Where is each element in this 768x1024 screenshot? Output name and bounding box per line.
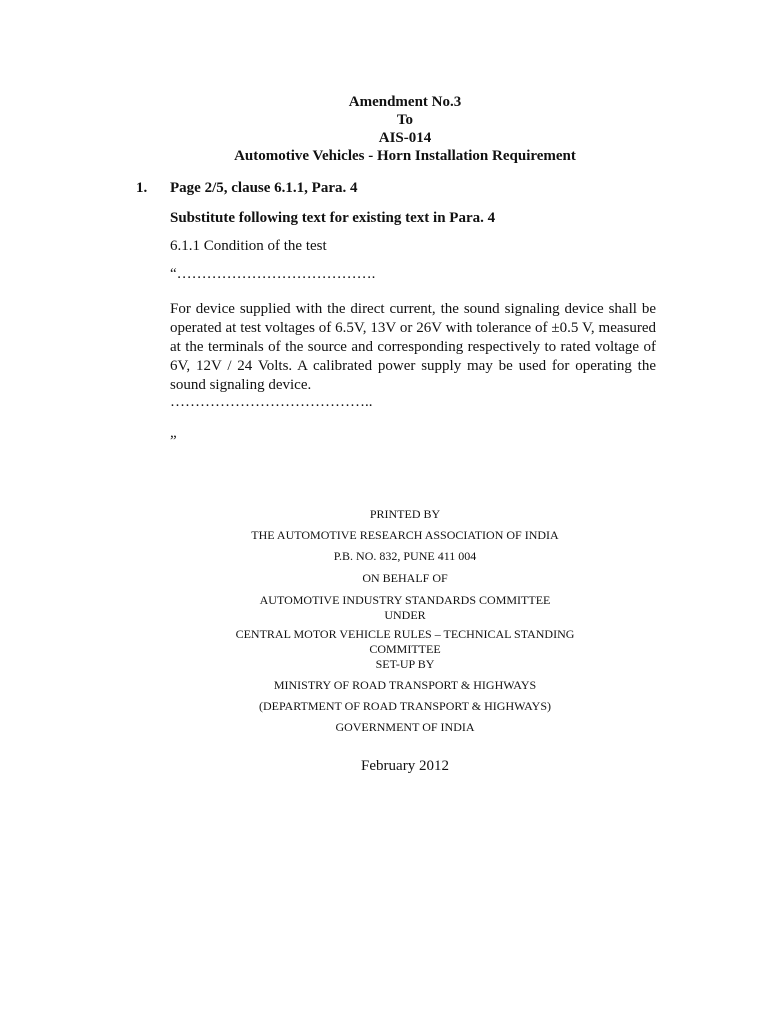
publication-date: February 2012 xyxy=(361,758,449,774)
clause-title: 6.1.1 Condition of the test xyxy=(170,238,327,254)
setup-by: SET-UP BY xyxy=(375,657,435,671)
amendment-title: Amendment No.3 xyxy=(348,94,462,110)
standard-number: AIS-014 xyxy=(378,130,432,146)
amended-text-paragraph: For device supplied with the direct current, the sound signaling device shall be operated at test voltages of 6.5V, 13V or 26V with tolerance of ±0.5 V, measured at the terminals of the source and corresponding respectively to rated voltage of 6V, 12V / 24 Volts. A calibrated power supply may be used for operating the sound signaling device. xyxy=(170,301,656,393)
ellipsis-line: ………………………………….. xyxy=(170,394,373,410)
government-name: GOVERNMENT OF INDIA xyxy=(335,720,475,734)
department-name: (DEPARTMENT OF ROAD TRANSPORT & HIGHWAYS) xyxy=(258,699,552,713)
open-quote-line: “…………………………………. xyxy=(170,266,376,282)
item-number: 1. xyxy=(136,180,148,196)
standards-committee: AUTOMOTIVE INDUSTRY STANDARDS COMMITTEE xyxy=(259,593,551,607)
item-heading: Page 2/5, clause 6.1.1, Para. 4 xyxy=(170,180,358,196)
document-header xyxy=(0,93,768,165)
printed-by: PRINTED BY xyxy=(369,507,441,521)
under-label: UNDER xyxy=(384,608,426,622)
standard-subject: Automotive Vehicles - Horn Installation Requirement xyxy=(234,148,576,164)
amendment-to: To xyxy=(396,112,414,128)
publisher-organization: THE AUTOMOTIVE RESEARCH ASSOCIATION OF INDIA xyxy=(251,528,559,542)
cmvr-committee-line2: COMMITTEE xyxy=(369,642,441,656)
cmvr-committee-line1: CENTRAL MOTOR VEHICLE RULES – TECHNICAL STANDING xyxy=(235,627,575,641)
ministry-name: MINISTRY OF ROAD TRANSPORT & HIGHWAYS xyxy=(273,678,537,692)
close-quote: „ xyxy=(170,425,177,441)
publisher-address: P.B. NO. 832, PUNE 411 004 xyxy=(333,549,477,563)
on-behalf-of: ON BEHALF OF xyxy=(362,571,448,585)
substitution-instruction: Substitute following text for existing text in Para. 4 xyxy=(170,210,496,226)
publisher-footer xyxy=(0,507,768,735)
